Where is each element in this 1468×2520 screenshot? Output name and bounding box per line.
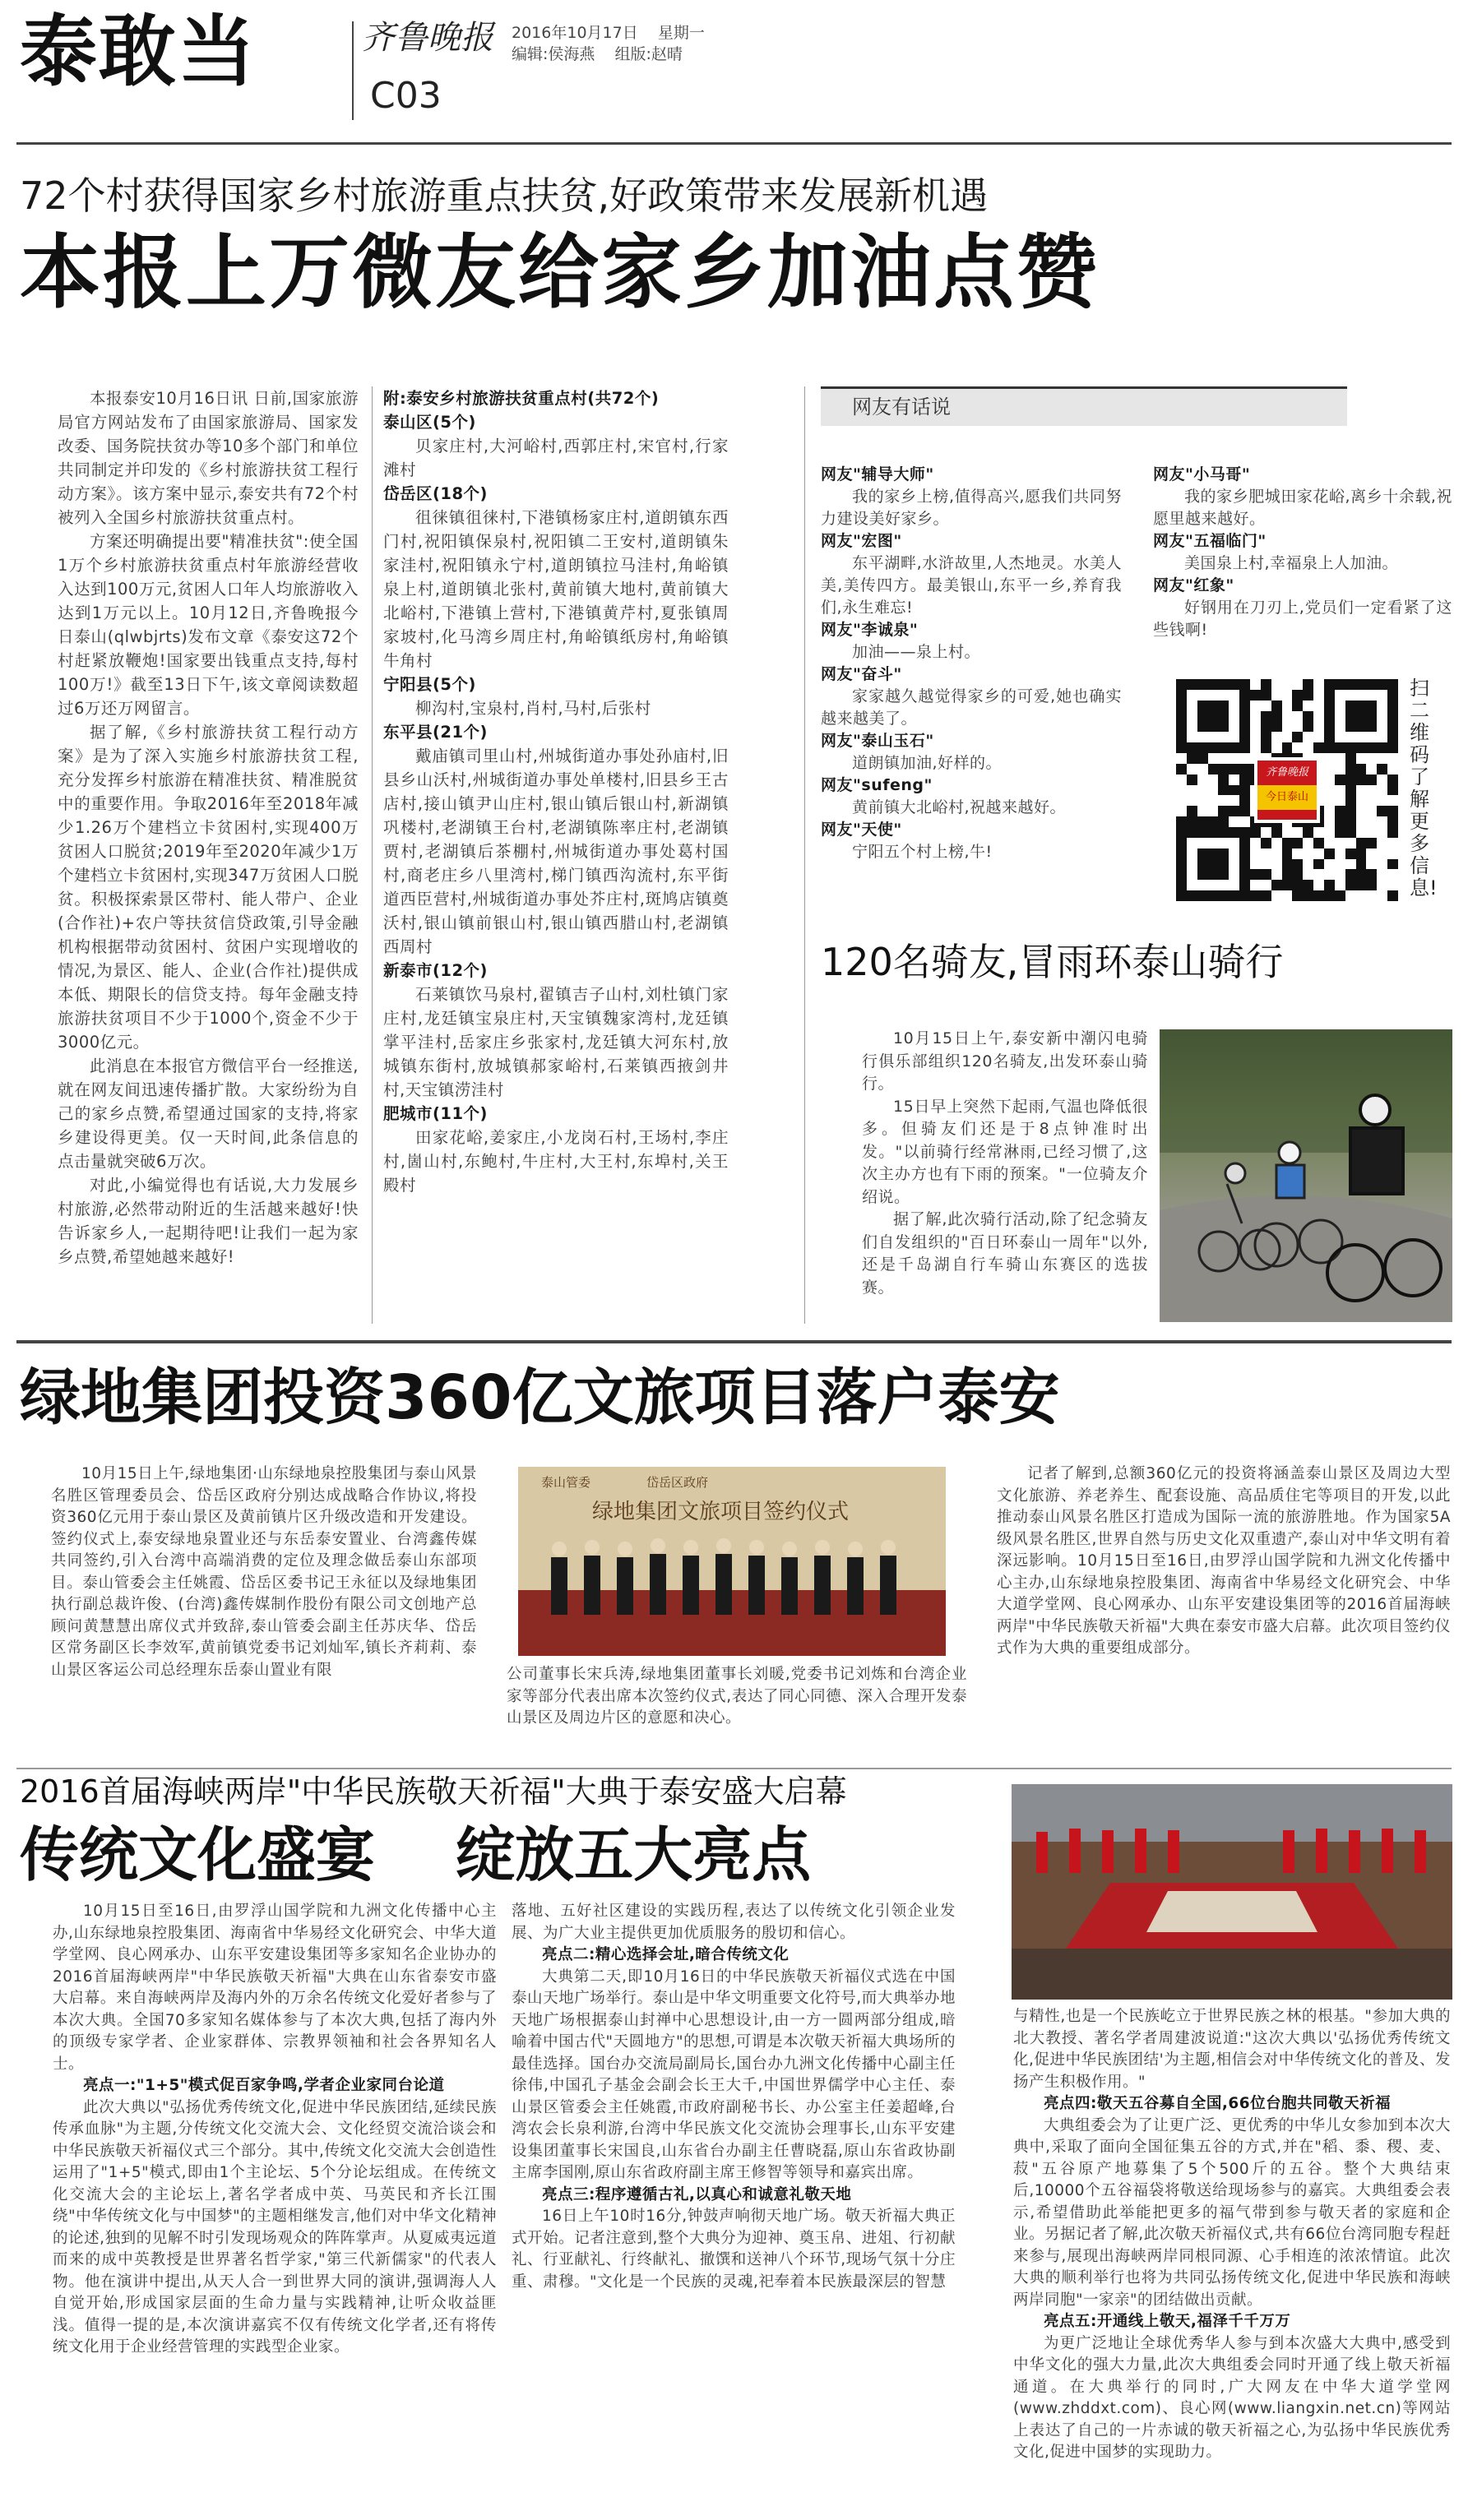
netizen-user: 网友"宏图" bbox=[821, 532, 902, 550]
highlight-3-heading: 亮点三:程序遵循古礼,以真心和诚意礼敬天地 bbox=[542, 2185, 852, 2203]
ceremony-illustration bbox=[1012, 1784, 1452, 2000]
story4-kicker: 2016首届海峡两岸"中华民族敬天祈福"大典于泰安盛大启幕 bbox=[20, 1773, 847, 1810]
netizen-comment: 黄前镇大北峪村,祝越来越好。 bbox=[852, 798, 1067, 816]
cycling-photo bbox=[1160, 1029, 1452, 1322]
editor-credit: 编辑:侯海燕 bbox=[512, 45, 595, 63]
page-number: C03 bbox=[370, 75, 442, 117]
story1-para-5: 对此,小编觉得也有话说,大力发展乡村旅游,必然带动附近的生活越来越好!快告诉家乡人,一起期待吧!让我们一起为家乡点赞,希望她越来越好! bbox=[58, 1176, 359, 1266]
story1-para-3: 据了解,《乡村旅游扶贫工程行动方案》是为了深入实施乡村旅游扶贫工程,充分发挥乡村旅游在精准扶贫、精准脱贫中的重要作用。争取2016年至2018年减少1.26万个建档立卡贫困村,实现400万贫困人口脱贫;2019年至2020年减少1万个建档立卡贫困村,实现347万贫困人口脱贫。积极探索景区带村、能人带户、企业(合作社)+农户等扶贫信贷政策,引导金融机构根据带动贫困村、贫困户实现增收的情况,为景区、能人、企业(合作社)提供成本低、期限长的信贷支持。每年金融支持旅游扶贫项目不少于1000个,资金不少于3000亿元。 bbox=[58, 723, 359, 1052]
netizen-user: 网友"小马哥" bbox=[1153, 465, 1251, 483]
story3-caption: 公司董事长宋兵涛,绿地集团董事长刘暖,党委书记刘炼和台湾企业家等部分代表出席本次签约仪式,表达了同心同德、深入合理开发泰山景区及周边片区的意愿和决心。 bbox=[507, 1666, 967, 1727]
netizen-col-right bbox=[1153, 464, 1452, 641]
netizen-comment: 好钢用在刀刃上,党员们一定看紧了这些钱啊! bbox=[1153, 599, 1452, 639]
netizen-comment: 家家越久越觉得家乡的可爱,她也确实越来越美了。 bbox=[821, 687, 1122, 728]
highlight-2-heading: 亮点二:精心选择会址,暗合传统文化 bbox=[542, 1946, 790, 1963]
netizen-box-title: 网友有话说 bbox=[852, 395, 951, 418]
story1-headline: 本报上万微友给家乡加油点赞 bbox=[20, 226, 1100, 320]
county-name: 肥城市(11个) bbox=[383, 1104, 488, 1123]
story1-para-2: 方案还明确提出要"精准扶贫":使全国1万个乡村旅游扶贫重点村年旅游经营收入达到100万元,贫困人口年人均旅游收入达到1万元以上。10月12日,齐鲁晚报今日泰山(qlwbjrts)发布文章《泰安这72个村赶紧放鞭炮!国家要出钱重点支持,每村100万!》截至13日下午,该文章阅读数超过6万还万网留言。 bbox=[58, 532, 359, 718]
banner-org-right: 岱岳区政府 bbox=[646, 1475, 709, 1490]
section-rule-1 bbox=[16, 1340, 1452, 1343]
county-name: 新泰市(12个) bbox=[383, 961, 488, 980]
highlight-1-heading: 亮点一:"1+5"模式促百家争鸣,学者企业家同台论道 bbox=[83, 2077, 445, 2094]
county-villages: 戴庙镇司里山村,州城街道办事处孙庙村,旧县乡山沃村,州城街道办事处单楼村,旧县乡王古店村,接山镇尹山庄村,银山镇后银山村,新湖镇巩楼村,老湖镇王台村,老湖镇陈率庄村,老湖镇贾村,老湖镇后茶棚村,州城街道办事处葛村国村,商老庄乡八里湾村,梯门镇西沟流村,东平街道西臣营村,州城街道办事处芥庄村,斑鸠店镇奠沃村,银山镇前银山村,银山镇西腊山村,老湖镇西周村 bbox=[383, 747, 729, 956]
netizen-box bbox=[821, 386, 1452, 913]
ceremony-photo bbox=[1012, 1784, 1452, 2000]
story2-para-2: 15日早上突然下起雨,气温也降低很多。但骑友们还是于8点钟准时出发。"以前骑行经常淋雨,已经习惯了,这次主办方也有下雨的预案。"一位骑友介绍说。 bbox=[862, 1097, 1148, 1206]
village-list bbox=[383, 386, 729, 1197]
qr-logo-bottom: 今日泰山 bbox=[1257, 785, 1317, 810]
netizen-comment: 加油——泉上村。 bbox=[852, 643, 981, 661]
issue-weekday: 星期一 bbox=[657, 24, 705, 42]
netizen-user: 网友"泰山玉石" bbox=[821, 732, 934, 750]
story4-col-3: 与精性,也是一个民族屹立于世界民族之林的根基。"参加大典的北大教授、著名学者周建波说道:"这次大典以'弘扬优秀传统文化,促进中华民族团结'为主题,相信会对中华传统文化的普及、发扬产生积极作用。" 亮点四:敬天五谷募自全国,66位台胞共同敬天祈福 大典组委会为了让更广泛、更优秀的中华儿女参加到本次大典中,采取了面向全国征集五谷的方式,并在"稻、黍、稷、麦、菽"五谷原产地募集了5个500斤的五谷。整个大典结束后,10000个五谷福袋将敬送给现场参与的嘉宾。大典组委会表示,希望借助此举能把更多的福气带到参与敬天者的家庭和企业。另据记者了解,此次敬天祈福仪式,共有66位台湾同胞专程赶来参与,展现出海峡两岸同根同源、心手相连的浓浓情谊。此次大典的顺利举行也将为共同弘扬传统文化,促进中华民族和海峡两岸同胞"一家亲"的团结做出贡献。 亮点五:开通线上敬天,福泽千千万万 为更广泛地让全球优秀华人参与到本次盛大大典中,感受到中华文化的强大力量,此次大典组委会同时开通了线上敬天祈福通道。在大典举行的同时,广大网友在中华大道学堂网(www.zhddxt.com)、良心网(www.liangxin.net.cn)等网站上表达了自己的一片赤诚的敬天祈福之心,为弘扬中华民族优秀文化,促进中国梦的实现助力。 bbox=[1013, 2008, 1451, 2461]
netizen-user: 网友"辅导大师" bbox=[821, 465, 934, 483]
netizen-user: 网友"天使" bbox=[821, 821, 902, 839]
netizen-user: 网友"五福临门" bbox=[1153, 532, 1267, 550]
story1-col-divider-1 bbox=[372, 386, 373, 1324]
netizen-user: 网友"红象" bbox=[1153, 576, 1234, 594]
qr-caption: 扫二维码了解更多信息! bbox=[1410, 677, 1438, 899]
story3-body-right: 记者了解到,总额360亿元的投资将涵盖泰山景区及周边大型文化旅游、养老养生、配套设施、高品质住宅等项目的开发,以此推动泰山风景名胜区打造成为国际一流的旅游胜地。作为国家5A级风景名胜区,世界自然与历史文化双重遗产,泰山对中华文明有着深远影响。10月15日至16日,由罗浮山国学院和九洲文化传播中心主办,山东绿地泉控股集团、海南省中华易经文化研究会、中华大道学堂网、良心网承办、山东平安建设集团等的2016首届海峡两岸"中华民族敬天祈福"大典在泰安市盛大启幕。此次项目签约仪式作为大典的重要组成部分。 bbox=[997, 1465, 1451, 1657]
story1-body bbox=[58, 386, 359, 1269]
county-villages: 田家花峪,姜家庄,小龙岗石村,王场村,李庄村,崮山村,东鲍村,牛庄村,大王村,东埠村,关王殿村 bbox=[383, 1128, 729, 1195]
signing-ceremony-photo bbox=[518, 1467, 946, 1656]
story2-para-3: 据了解,此次骑行活动,除了纪念骑友们自发组织的"百日环泰山一周年"以外,还是千岛湖自行车骑山东赛区的选拔赛。 bbox=[862, 1210, 1148, 1297]
story3-body-left: 10月15日上午,绿地集团·山东绿地泉控股集团与泰山风景名胜区管理委员会、岱岳区政府分别达成战略合作协议,将投资360亿元用于泰山景区及黄前镇片区升级改造和开发建设。签约仪式上,泰安绿地泉置业还与东岳泰安置业、台湾鑫传媒共同签约,引入台湾中高端消费的定位及理念做岳泰山东部项目。泰山管委会主任姚霞、岱岳区委书记王永征以及绿地集团执行副总裁许俊、(台湾)鑫传媒制作股份有限公司文创地产总顾问黄慧慧出席仪式并致辞,泰山管委会副主任苏庆华、岱岳区常务副区长李效军,黄前镇党委书记刘灿军,镇长齐莉莉、泰山景区客运公司总经理东岳泰山置业有限 bbox=[51, 1465, 477, 1679]
story4-col-2: 落地、五好社区建设的实践历程,表达了以传统文化引领企业发展、为广大业主提供更加优质服务的殷切和信心。 亮点二:精心选择会址,暗合传统文化 大典第二天,即10月16日的中华民族敬天祈福仪式选在中国泰山天地广场举行。泰山是中华文明重要文化符号,而大典举办地天地广场根据泰山封禅中心思想设计,由一方一圆两部分组成,暗喻着中国古代"天圆地方"的思想,可谓是本次敬天祈福大典场所的最佳选择。国台办交流局副局长,国台办九洲文化传播中心副主任徐伟,中国孔子基金会副会长王大千,中国世界儒学中心主任、泰山景区管委会主任姚霞,市政府副秘书长、办公室主任姜超峰,台湾农会长泉利游,台湾中华民族文化交流协会理事长,山东平安建设集团董事长宋国良,山东省台办副主任曹晓磊,原山东省政协副主席李国刚,原山东省政府副主席王修智等领导和嘉宾出席。 亮点三:程序遵循古礼,以真心和诚意礼敬天地 16日上午10时16分,钟鼓声响彻天地广场。敬天祈福大典正式开始。记者注意到,整个大典分为迎神、奠玉帛、进俎、行初献礼、行亚献礼、行终献礼、撤馔和送神八个环节,现场气氛十分庄重、肃穆。"文化是一个民族的灵魂,祀奉着本民族最深层的智慧 bbox=[512, 1903, 956, 2291]
story1-para-4: 此消息在本报官方微信平台一经推送,就在网友间迅速传播扩散。大家纷纷为自己的家乡点赞,希望通过国家的支持,将家乡建设得更美。仅一天时间,此条信息的点击量就突破6万次。 bbox=[58, 1057, 359, 1171]
masthead-rule bbox=[16, 142, 1452, 145]
netizen-comment: 我的家乡上榜,值得高兴,愿我们共同努力建设美好家乡。 bbox=[821, 488, 1122, 528]
netizen-comment: 宁阳五个村上榜,牛! bbox=[852, 843, 993, 861]
netizen-comment: 美国泉上村,幸福泉上人加油。 bbox=[1184, 554, 1399, 572]
ceremony-banner: 绿地集团文旅项目签约仪式 bbox=[592, 1500, 850, 1524]
story4-headline-1: 传统文化盛宴 bbox=[20, 1820, 376, 1889]
section-rule-2 bbox=[16, 1768, 1452, 1769]
county-name: 岱岳区(18个) bbox=[383, 484, 488, 503]
county-name: 宁阳县(5个) bbox=[383, 675, 476, 694]
issue-date: 2016年10月17日 bbox=[512, 24, 638, 42]
masthead bbox=[0, 0, 1468, 140]
county-villages: 柳沟村,宝泉村,肖村,马村,后张村 bbox=[415, 699, 651, 718]
story1-col-divider-2 bbox=[804, 386, 805, 1324]
story2-headline: 120名骑友,冒雨环泰山骑行 bbox=[821, 940, 1284, 984]
village-list-title: 附:泰安乡村旅游扶贫重点村(共72个) bbox=[383, 389, 660, 408]
netizen-comment: 东平湖畔,水浒故里,人杰地灵。水美人美,美传四方。最美银山,东平一乡,养育我们,永生难忘! bbox=[821, 554, 1122, 617]
story3-headline: 绿地集团投资360亿文旅项目落户泰安 bbox=[20, 1362, 1060, 1433]
story2-para-1: 10月15日上午,泰安新中潮闪电骑行俱乐部组织120名骑友,出发环泰山骑行。 bbox=[862, 1029, 1148, 1093]
story1-para-1: 本报泰安10月16日讯 日前,国家旅游局官方网站发布了由国家旅游局、国家发改委、国务院扶贫办等10多个部门和单位共同制定并印发的《乡村旅游扶贫工程行动方案》。该方案中显示,泰安共有72个村被列入全国乡村旅游扶贫重点村。 bbox=[58, 389, 359, 527]
netizen-comment: 我的家乡肥城田家花峪,离乡十余载,祝愿里越来越好。 bbox=[1153, 488, 1452, 528]
story1-kicker: 72个村获得国家乡村旅游重点扶贫,好政策带来发展新机遇 bbox=[20, 173, 989, 218]
story2-body bbox=[862, 1028, 1148, 1299]
netizen-user: 网友"奋斗" bbox=[821, 665, 902, 683]
qr-logo bbox=[1254, 757, 1320, 823]
masthead-divider bbox=[352, 21, 354, 120]
netizen-col-left bbox=[821, 464, 1122, 863]
county-name: 泰山区(5个) bbox=[383, 413, 476, 432]
county-villages: 石莱镇饮马泉村,翟镇吉子山村,刘杜镇门家庄村,龙廷镇宝泉庄村,天宝镇魏家湾村,龙廷镇掌平洼村,岳家庄乡张家村,龙廷镇大河东村,放城镇东街村,放城镇郝家峪村,石莱镇西掖剑井村,天宝镇涝洼村 bbox=[383, 985, 729, 1099]
paper-logo: 齐鲁晚报 bbox=[362, 19, 493, 57]
qr-logo-top: 齐鲁晚报 bbox=[1265, 766, 1308, 779]
highlight-5-heading: 亮点五:开通线上敬天,福泽千千万万 bbox=[1044, 2313, 1291, 2330]
highlight-4-heading: 亮点四:敬天五谷募自全国,66位台胞共同敬天祈福 bbox=[1044, 2095, 1392, 2112]
county-name: 东平县(21个) bbox=[383, 723, 488, 742]
netizen-comment: 道朗镇加油,好样的。 bbox=[852, 754, 1003, 772]
layout-credit: 组版:赵晴 bbox=[614, 45, 683, 63]
section-title: 泰敢当 bbox=[20, 7, 257, 97]
qr-code[interactable] bbox=[1176, 679, 1398, 901]
story4-col-1: 10月15日至16日,由罗浮山国学院和九洲文化传播中心主办,山东绿地泉控股集团、海南省中华易经文化研究会、中华大道学堂网、良心网承办、山东平安建设集团等多家知名企业协办的2016首届海峡两岸"中华民族敬天祈福"大典在山东省泰安市盛大启幕。来自海峡两岸及海内外的万余名传统文化爱好者参与了本次大典。全国70多家知名媒体参与了本次大典,包括了海内外的顶级专家学者、企业家群体、宗教界领袖和社会各界知名人士。 亮点一:"1+5"模式促百家争鸣,学者企业家同台论道 此次大典以"弘扬优秀传统文化,促进中华民族团结,延续民族传承血脉"为主题,分传统文化交流大会、文化经贸交流洽谈会和中华民族敬天祈福仪式三个部分。其中,传统文化交流大会创造性运用了"1+5"模式,即由1个主论坛、5个分论坛组成。在传统文化交流大会的主论坛上,著名学者成中英、马英民和齐长江围绕"中华传统文化与中国梦"的主题相继发言,他们对中华文化精神的论述,独到的见解不时引发现场观众的阵阵掌声。从夏威夷远道而来的成中英教授是世界著名哲学家,"第三代新儒家"的代表人物。他在演讲中提出,从天人合一到世界大同的演讲,强调海人人自觉开始,形成国家层面的生命力量与实践精神,让听众收益匪浅。值得一提的是,本次演讲嘉宾不仅有传统文化学者,还有将传统文化用于企业经营管理的实践型企业家。 bbox=[53, 1903, 497, 2356]
banner-org-left: 泰山管委 bbox=[541, 1475, 591, 1490]
county-villages: 徂徕镇徂徕村,下港镇杨家庄村,道朗镇东西门村,祝阳镇保泉村,祝阳镇二王安村,道朗镇朱家洼村,祝阳镇永宁村,道朗镇拉马洼村,角峪镇泉上村,道朗镇北张村,黄前镇大地村,黄前镇大北峪村,下港镇上营村,下港镇黄芹村,夏张镇周家坡村,化马湾乡周庄村,角峪镇纸房村,角峪镇牛角村 bbox=[383, 508, 729, 670]
netizen-user: 网友"李诚泉" bbox=[821, 621, 919, 639]
story4-headline-2: 绽放五大亮点 bbox=[456, 1820, 812, 1889]
cycling-illustration bbox=[1160, 1029, 1452, 1322]
county-villages: 贝家庄村,大河峪村,西郭庄村,宋官村,行家滩村 bbox=[383, 437, 729, 479]
netizen-user: 网友"sufeng" bbox=[821, 776, 933, 794]
